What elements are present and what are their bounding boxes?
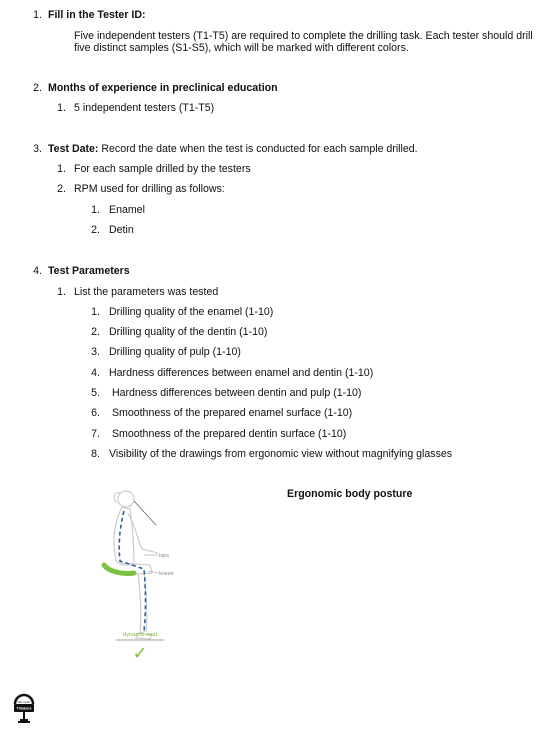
parameter-4-number: 4. — [91, 367, 100, 379]
seated-person-illustration — [100, 483, 210, 663]
parameter-1-number: 1. — [91, 306, 100, 318]
hips-label: hips — [159, 553, 170, 559]
parameter-3-number: 3. — [91, 346, 100, 358]
section-2-title: Months of experience in preclinical education — [48, 82, 278, 94]
section-1-number: 1. — [33, 9, 42, 21]
parameter-4-text: Hardness differences between enamel and dentin (1-10) — [109, 367, 374, 379]
thinkers-logo — [12, 690, 36, 726]
section-1-title: Fill in the Tester ID: — [48, 9, 146, 21]
section-3-item-2-text: RPM used for drilling as follows: — [74, 183, 225, 195]
section-3-item-1-number: 1. — [57, 163, 66, 175]
section-3-number: 3. — [33, 143, 42, 155]
logo-text: Thinkers — [16, 706, 32, 711]
checkmark-icon: ✓ — [132, 643, 148, 663]
section-3-subitem-2-text: Detin — [109, 224, 134, 236]
section-1-paragraph-line-2: five distinct samples (S1-S5), which will be marked with different colors. — [74, 42, 409, 54]
ergonomic-posture-figure — [100, 483, 210, 663]
parameter-3-text: Drilling quality of pulp (1-10) — [109, 346, 241, 358]
parameter-1-text: Drilling quality of the enamel (1-10) — [109, 306, 274, 318]
section-3-subitem-1-number: 1. — [91, 204, 100, 216]
parameter-5-number: 5. — [91, 387, 100, 399]
parameter-8-text: Visibility of the drawings from ergonomic view without magnifying glasses — [109, 448, 453, 460]
section-3-subitem-2-number: 2. — [91, 224, 100, 236]
parameter-7-number: 7. — [91, 428, 100, 440]
section-2-number: 2. — [33, 82, 42, 94]
logo-small-text: MG Impact — [17, 701, 31, 704]
section-4-item-1-text: List the parameters was tested — [74, 286, 219, 298]
section-3-item-2-number: 2. — [57, 183, 66, 195]
section-3-title-rest: Record the date when the test is conducted for each sample drilled. — [98, 143, 418, 155]
section-4-item-1-number: 1. — [57, 286, 66, 298]
parameter-6-number: 6. — [91, 407, 100, 419]
parameter-8-number: 8. — [91, 448, 100, 460]
dynamic-seat-icon — [104, 565, 134, 574]
section-4-title: Test Parameters — [48, 265, 130, 277]
section-1-paragraph-line-1: Five independent testers (T1-T5) are required to complete the drilling task. Each tester should drill — [74, 30, 533, 42]
section-3-subitem-1-text: Enamel — [109, 204, 145, 216]
parameter-2-number: 2. — [91, 326, 100, 338]
section-3-title: Test Date: — [48, 143, 99, 155]
section-3-item-1-text: For each sample drilled by the testers — [74, 163, 251, 175]
section-4-number: 4. — [33, 265, 42, 277]
section-2-item-1-text: 5 independent testers (T1-T5) — [74, 102, 215, 114]
section-2-item-1-number: 1. — [57, 102, 66, 114]
section-3-heading — [48, 143, 418, 156]
figure-caption: Ergonomic body posture — [287, 488, 413, 500]
parameter-7-text: Smoothness of the prepared dentin surface (1-10) — [109, 428, 347, 440]
parameter-5-text: Hardness differences between dentin and pulp (1-10) — [109, 387, 362, 399]
parameter-2-text: Drilling quality of the dentin (1-10) — [109, 326, 268, 338]
parameter-6-text: Smoothness of the prepared enamel surface (1-10) — [109, 407, 353, 419]
knees-label: knees — [159, 571, 174, 577]
dynamic-seat-label: dynamic seat — [122, 632, 158, 638]
